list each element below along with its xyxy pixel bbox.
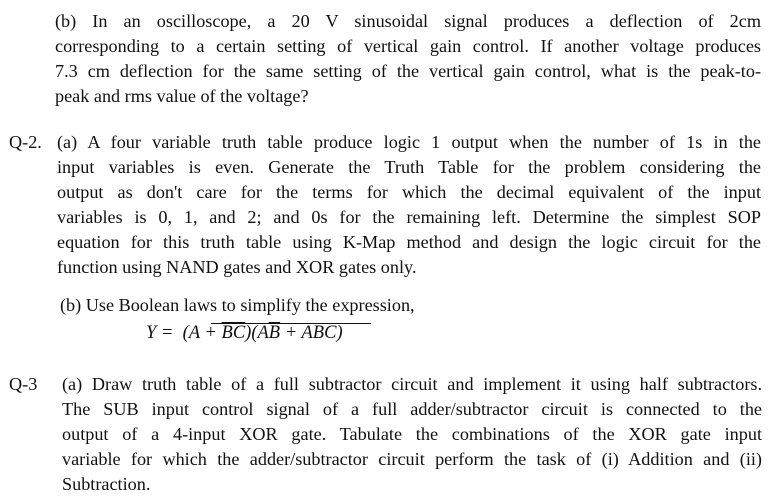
expression-lhs: Y =: [146, 323, 174, 343]
expression-b-complement: $\overline{B}$: [268, 323, 281, 343]
question-2b-line: (b) Use Boolean laws to simplify the expression,: [60, 295, 415, 315]
expression-open: (A +: [182, 323, 222, 343]
question-2a-line-4: variables is 0, 1, and 2; and 0s for the remaining left. Determine the simplest SOP: [57, 207, 761, 227]
question-1b: [55, 9, 761, 109]
question-2a-line-5: equation for this truth table using K-Map method and design the logic circuit for the: [57, 232, 761, 252]
question-2a-line-2: input variables is even. Generate the Truth Table for the problem considering the: [57, 157, 761, 177]
expression-mid: )(A: [245, 323, 269, 343]
expression-tail: + ABC): [280, 323, 343, 343]
question-3a-line-2: The SUB input control signal of a full adder/subtractor circuit is connected to the: [62, 399, 762, 419]
question-2b: [60, 293, 760, 318]
question-3a-line-4: variable for which the adder/subtractor circuit perform the task of (i) Addition and (ii): [62, 449, 762, 469]
question-3a-line-5: Subtraction.: [62, 474, 151, 494]
question-3a-line-3: output of a 4-input XOR gate. Tabulate the combinations of the XOR gate input: [62, 424, 762, 444]
question-3a-line-1: (a) Draw truth table of a full subtractor circuit and implement it using half subtractors.: [62, 374, 762, 394]
question-1b-line-2: corresponding to a certain setting of vertical gain control. If another voltage produces: [55, 36, 761, 56]
question-2a: [57, 130, 761, 280]
question-2a-line-1: (a) A four variable truth table produce logic 1 output when the number of 1s in the: [57, 132, 761, 152]
question-2-number: Q-2.: [9, 132, 42, 152]
question-2a-line-6: function using NAND gates and XOR gates only.: [57, 257, 417, 277]
question-1b-line-4: peak and rms value of the voltage?: [55, 86, 309, 106]
question-3-number: Q-3: [9, 374, 38, 394]
question-3a: [62, 372, 762, 497]
question-1b-line-1: (b) In an oscilloscope, a 20 V sinusoidal signal produces a deflection of 2cm: [55, 11, 761, 31]
question-1b-line-3: 7.3 cm deflection for the same setting of the vertical gain control, what is the peak-to-: [55, 61, 761, 81]
question-2a-line-3: output as don't care for the terms for which the decimal equivalent of the input: [57, 182, 761, 202]
expression-overbar: [211, 323, 371, 324]
boolean-expression: [146, 321, 343, 346]
expression-bc-complement: $\overline{BC}$: [221, 323, 246, 343]
